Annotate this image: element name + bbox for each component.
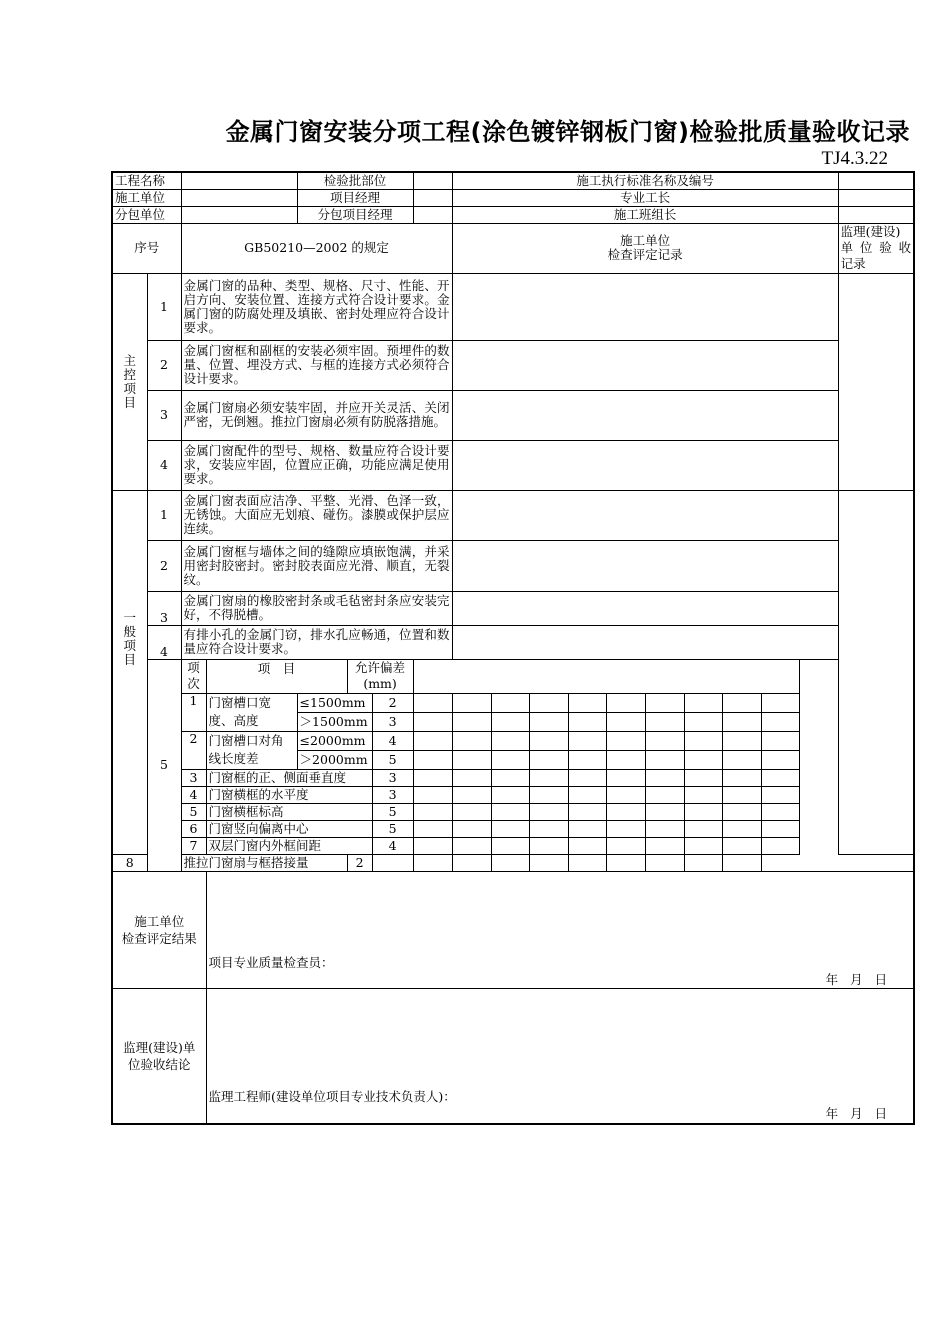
tol-item-name: 门窗框的正、侧面垂直度 [206, 769, 372, 786]
measure-cell[interactable] [606, 712, 645, 731]
measure-cell[interactable] [491, 750, 529, 769]
measure-cell[interactable] [761, 820, 799, 837]
tol-ci: 2 [181, 731, 206, 769]
main-item-number: 4 [147, 440, 181, 490]
measure-cell[interactable] [491, 769, 529, 786]
general-label-ch4: 目 [123, 651, 136, 667]
subcontractor-field[interactable] [181, 206, 297, 223]
measure-cell[interactable] [452, 769, 491, 786]
measure-cell[interactable] [606, 693, 645, 712]
tol-ci: 1 [181, 693, 206, 731]
measure-cell[interactable] [761, 837, 799, 854]
foreman-label: 专业工长 [452, 189, 838, 206]
measure-cell[interactable] [684, 750, 722, 769]
standard-name-label: 施工执行标准名称及编号 [452, 172, 838, 189]
measure-cell[interactable] [491, 786, 529, 803]
measure-cell[interactable] [645, 820, 684, 837]
project-manager-label: 项目经理 [297, 189, 413, 206]
tol-header-allowance [347, 659, 413, 693]
general-item-number: 2 [147, 540, 181, 591]
measure-cell[interactable] [684, 854, 722, 871]
measure-cell[interactable] [606, 731, 645, 750]
tol-header-eval-record[interactable] [413, 659, 799, 693]
tol-condition: ＞1500mm [297, 712, 372, 731]
measure-cell[interactable] [413, 854, 452, 871]
measure-cell[interactable] [761, 693, 799, 712]
measure-cell[interactable] [684, 769, 722, 786]
measure-cell[interactable] [606, 837, 645, 854]
measure-cell[interactable] [452, 693, 491, 712]
measure-cell[interactable] [722, 712, 761, 731]
construction-eval-result[interactable] [206, 871, 914, 988]
quality-inspector-label: 项目专业质量检查员： [208, 954, 334, 970]
measure-cell[interactable] [529, 837, 568, 854]
general-item-eval-record[interactable] [452, 625, 838, 659]
measure-cell[interactable] [491, 731, 529, 750]
construction-unit-label: 施工单位 [112, 189, 181, 206]
tol-item-name: 门窗横框的水平度 [206, 786, 372, 803]
supervisor-conclusion-title-line1: 监理(建设)单 [123, 1039, 196, 1055]
tol-value: 2 [347, 854, 372, 871]
measure-cell[interactable] [606, 786, 645, 803]
measure-cell[interactable] [568, 837, 606, 854]
measure-cell[interactable] [529, 803, 568, 820]
main-control-label [112, 273, 147, 490]
measure-cell[interactable] [568, 820, 606, 837]
measure-cell[interactable] [529, 786, 568, 803]
construction-eval-title [112, 871, 206, 988]
measure-cell[interactable] [529, 693, 568, 712]
measure-cell[interactable] [645, 693, 684, 712]
general-item-criteria: 有排小孔的金属门窃，排水孔应畅通，位置和数量应符合设计要求。 [181, 625, 452, 659]
measure-cell[interactable] [529, 731, 568, 750]
measure-cell[interactable] [568, 712, 606, 731]
tol-ci: 8 [112, 854, 147, 871]
measure-cell[interactable] [645, 837, 684, 854]
general-items-label [112, 490, 147, 854]
standard-name-field[interactable] [838, 172, 914, 189]
main-control-label-ch1: 主 [123, 352, 136, 368]
measure-cell[interactable] [761, 786, 799, 803]
measure-cell[interactable] [722, 803, 761, 820]
measure-cell[interactable] [452, 786, 491, 803]
measure-cell[interactable] [413, 693, 452, 712]
measure-cell[interactable] [722, 769, 761, 786]
main-item-eval-record[interactable] [452, 340, 838, 390]
measure-cell[interactable] [722, 786, 761, 803]
supervisor-conclusion-title [112, 988, 206, 1124]
construction-eval-title-line1: 施工单位 [134, 913, 185, 929]
general-item-criteria: 金属门窗扇的橡胶密封条或毛毡密封条应安装完好，不得脱槽。 [181, 591, 452, 625]
project-name-field[interactable] [181, 172, 297, 189]
tol-item-name: 门窗横框标高 [206, 803, 372, 820]
eval-column-header-line2: 检查评定记录 [607, 247, 683, 262]
measure-cell[interactable] [491, 693, 529, 712]
general-item-eval-record[interactable] [452, 591, 838, 625]
inspector-date: 年 月 日 [825, 971, 892, 987]
main-item-eval-record[interactable] [452, 273, 838, 340]
main-item-eval-record[interactable] [452, 440, 838, 490]
supervisor-column-header-line1: 监理(建设) [840, 224, 901, 239]
measure-cell[interactable] [606, 854, 645, 871]
seq-column-header: 序号 [112, 223, 181, 273]
tol-item-name: 双层门窗内外框间距 [206, 837, 372, 854]
measure-cell[interactable] [568, 693, 606, 712]
tol-value: 2 [372, 693, 413, 712]
main-item-criteria: 金属门窗配件的型号、规格、数量应符合设计要求，安装应牢固，位置应正确，功能应满足使用要求。 [181, 440, 452, 490]
tol-value: 3 [372, 786, 413, 803]
tol-header-allowance-line1: 允许偏差 [355, 660, 406, 675]
measure-cell[interactable] [722, 693, 761, 712]
construction-eval-title-line2: 检查评定结果 [121, 930, 197, 946]
main-item-number: 3 [147, 390, 181, 440]
supervisor-date: 年 月 日 [825, 1105, 892, 1121]
measure-cell[interactable] [568, 731, 606, 750]
tol-ci: 5 [181, 803, 206, 820]
measure-cell[interactable] [684, 803, 722, 820]
tol-ci: 6 [181, 820, 206, 837]
sub-manager-label: 分包项目经理 [297, 206, 413, 223]
tol-value: 3 [372, 769, 413, 786]
measure-cell[interactable] [761, 803, 799, 820]
measure-cell[interactable] [452, 854, 491, 871]
tol-value: 3 [372, 712, 413, 731]
main-item-criteria: 金属门窗框和副框的安装必须牢固。预埋件的数量、位置、埋没方式、与框的连接方式必须符合设计要求。 [181, 340, 452, 390]
measure-cell[interactable] [645, 803, 684, 820]
tol-header-ci-line2: 次 [187, 676, 200, 691]
measure-cell[interactable] [568, 769, 606, 786]
foreman-field[interactable] [838, 189, 914, 206]
tol-item-name: 推拉门窗扇与框搭接量 [181, 854, 347, 871]
tol-header-item: 项 目 [206, 659, 347, 693]
tol-condition: ≤2000mm [297, 731, 372, 750]
supervisor-conclusion-title-line2: 位验收结论 [128, 1056, 191, 1072]
general-label-ch2: 般 [123, 623, 136, 639]
subcontractor-label: 分包单位 [112, 206, 181, 223]
tol-item-name: 门窗竖向偏离中心 [206, 820, 372, 837]
spec-column-header: GB50210—2002 的规定 [181, 223, 452, 273]
measure-cell[interactable] [452, 820, 491, 837]
tol-ci: 4 [181, 786, 206, 803]
measure-cell[interactable] [529, 712, 568, 731]
measure-cell[interactable] [684, 731, 722, 750]
general-item-number: 3 [147, 591, 181, 625]
measure-cell[interactable] [761, 731, 799, 750]
measure-cell[interactable] [452, 837, 491, 854]
measure-cell[interactable] [722, 837, 761, 854]
inspection-form-table [111, 171, 915, 1125]
measure-cell[interactable] [372, 854, 413, 871]
measure-cell[interactable] [491, 712, 529, 731]
measure-cell[interactable] [413, 769, 452, 786]
tol-header-ci [181, 659, 206, 693]
measure-cell[interactable] [491, 854, 529, 871]
measure-cell[interactable] [606, 750, 645, 769]
main-control-supervisor-record[interactable] [838, 273, 914, 490]
measure-cell[interactable] [722, 731, 761, 750]
tol-value: 5 [372, 820, 413, 837]
eval-column-header [452, 223, 838, 273]
tol-header-ci-line1: 项 [187, 660, 200, 675]
tol-condition: ＞2000mm [297, 750, 372, 769]
measure-cell[interactable] [645, 750, 684, 769]
measure-cell[interactable] [529, 820, 568, 837]
measure-cell[interactable] [722, 854, 761, 871]
tol-value: 4 [372, 731, 413, 750]
supervisor-engineer-label: 监理工程师(建设单位项目专业技术负责人)： [208, 1088, 456, 1104]
general-item-criteria: 金属门窗框与墙体之间的缝隙应填嵌饱满，并采用密封胶密封。密封胶表面应光滑、顺直，无裂纹。 [181, 540, 452, 591]
supervisor-column-header [838, 223, 914, 273]
supervisor-column-header-line3: 记录 [840, 256, 866, 271]
measure-cell[interactable] [413, 786, 452, 803]
batch-location-label: 检验批部位 [297, 172, 413, 189]
measure-cell[interactable] [684, 693, 722, 712]
measure-cell[interactable] [645, 712, 684, 731]
measure-cell[interactable] [452, 712, 491, 731]
measure-cell[interactable] [413, 803, 452, 820]
general-item-eval-record[interactable] [452, 490, 838, 540]
general-item-criteria: 金属门窗表面应洁净、平整、光滑、色泽一致，无锈蚀。大面应无划痕、碰伤。漆膜或保护层应连续。 [181, 490, 452, 540]
form-code: TJ4.3.22 [821, 148, 888, 169]
measure-cell[interactable] [761, 769, 799, 786]
measure-cell[interactable] [491, 837, 529, 854]
main-item-number: 2 [147, 340, 181, 390]
measure-cell[interactable] [645, 854, 684, 871]
measure-cell[interactable] [645, 769, 684, 786]
tol-value: 5 [372, 803, 413, 820]
measure-cell[interactable] [761, 712, 799, 731]
main-item-criteria: 金属门窗扇必须安装牢固，并应开关灵活、关闭严密，无倒翘。推拉门窗扇必须有防脱落措施。 [181, 390, 452, 440]
tol-item-name: 门窗槽口宽度、高度 [206, 693, 297, 731]
general-label-ch3: 项 [123, 637, 136, 653]
measure-cell[interactable] [452, 731, 491, 750]
measure-cell[interactable] [529, 769, 568, 786]
measure-cell[interactable] [452, 803, 491, 820]
measure-cell[interactable] [684, 837, 722, 854]
measure-cell[interactable] [529, 854, 568, 871]
main-item-criteria: 金属门窗的品种、类型、规格、尺寸、性能、开启方向、安装位置、连接方式符合设计要求。金属门窗的防腐处理及填嵌、密封处理应符合设计要求。 [181, 273, 452, 340]
measure-cell[interactable] [568, 803, 606, 820]
general-supervisor-record[interactable] [838, 490, 914, 854]
general-item-number: 5 [147, 659, 181, 871]
general-item-number: 4 [147, 625, 181, 659]
measure-cell[interactable] [606, 820, 645, 837]
measure-cell[interactable] [413, 731, 452, 750]
measure-cell[interactable] [645, 731, 684, 750]
main-item-eval-record[interactable] [452, 390, 838, 440]
project-manager-field[interactable] [413, 189, 452, 206]
measure-cell[interactable] [645, 786, 684, 803]
measure-cell[interactable] [413, 750, 452, 769]
project-name-label: 工程名称 [112, 172, 181, 189]
tol-item-name: 门窗槽口对角线长度差 [206, 731, 297, 769]
measure-cell[interactable] [684, 820, 722, 837]
tol-value: 4 [372, 837, 413, 854]
team-leader-label: 施工班组长 [452, 206, 838, 223]
measure-cell[interactable] [452, 750, 491, 769]
measure-cell[interactable] [568, 854, 606, 871]
main-control-label-ch4: 目 [123, 394, 136, 410]
sub-manager-field[interactable] [413, 206, 452, 223]
tol-value: 5 [372, 750, 413, 769]
measure-cell[interactable] [529, 750, 568, 769]
main-control-label-ch2: 控 [123, 366, 136, 382]
measure-cell[interactable] [491, 803, 529, 820]
batch-location-field[interactable] [413, 172, 452, 189]
supervisor-column-header-line2: 单 位 验 收 [840, 240, 912, 255]
team-leader-field[interactable] [838, 206, 914, 223]
measure-cell[interactable] [568, 750, 606, 769]
eval-column-header-line1: 施工单位 [620, 233, 671, 248]
measure-cell[interactable] [722, 820, 761, 837]
supervisor-conclusion-field[interactable] [206, 988, 914, 1124]
general-label-ch1: 一 [123, 609, 136, 625]
measure-cell[interactable] [491, 820, 529, 837]
measure-cell[interactable] [722, 750, 761, 769]
measure-cell[interactable] [413, 820, 452, 837]
tol-ci: 7 [181, 837, 206, 854]
document-title: 金属门窗安装分项工程(涂色镀锌钢板门窗)检验批质量验收记录 [225, 118, 910, 146]
measure-cell[interactable] [413, 712, 452, 731]
main-control-label-ch3: 项 [123, 380, 136, 396]
tol-condition: ≤1500mm [297, 693, 372, 712]
general-item-eval-record[interactable] [452, 540, 838, 591]
main-item-number: 1 [147, 273, 181, 340]
construction-unit-field[interactable] [181, 189, 297, 206]
measure-cell[interactable] [606, 803, 645, 820]
measure-cell[interactable] [761, 750, 799, 769]
measure-cell[interactable] [684, 712, 722, 731]
tol-ci: 3 [181, 769, 206, 786]
general-item-number: 1 [147, 490, 181, 540]
measure-cell[interactable] [413, 837, 452, 854]
measure-cell[interactable] [568, 786, 606, 803]
measure-cell[interactable] [606, 769, 645, 786]
measure-cell[interactable] [684, 786, 722, 803]
tol-header-allowance-line2: (mm) [363, 676, 397, 691]
